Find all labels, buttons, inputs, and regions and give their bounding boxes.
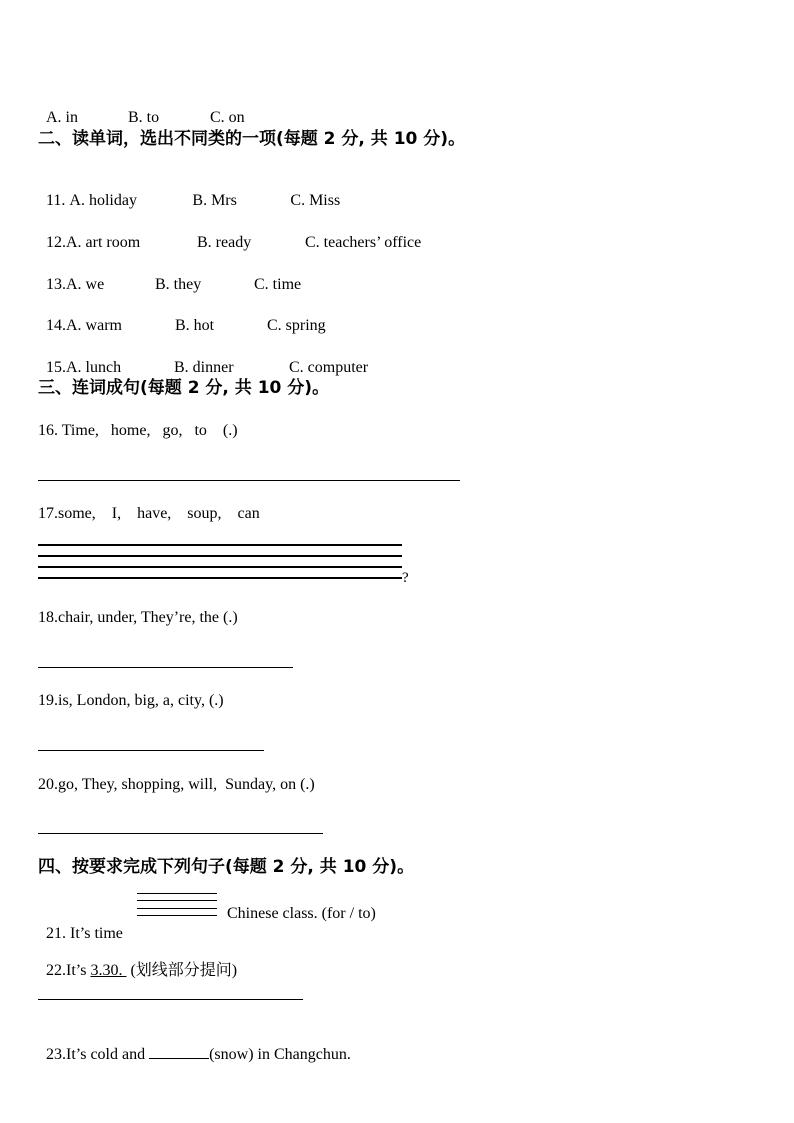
- option-b: B. hot: [175, 317, 215, 334]
- question-number: 12.: [46, 234, 66, 251]
- option-c: C. on: [210, 109, 245, 126]
- answer-line-18[interactable]: [38, 667, 293, 668]
- question-number: 14.: [46, 317, 66, 334]
- question-number: 13.: [46, 276, 66, 293]
- question-16: 16. Time, home, go, to (.): [38, 422, 238, 439]
- question-11: [38, 171, 340, 211]
- question-14: [38, 296, 326, 336]
- q23-text-before: 23.It’s cold and: [46, 1046, 150, 1063]
- q21-text-after: Chinese class. (for / to): [227, 905, 376, 922]
- option-a: A. art room: [66, 234, 141, 251]
- question-18: 18.chair, under, They’re, the (.): [38, 609, 238, 626]
- section-3-heading: 三、连词成句(每题 2 分, 共 10 分)。: [38, 378, 330, 398]
- question-19: 19.is, London, big, a, city, (.): [38, 692, 224, 709]
- q22-underlined-part: 3.30.: [90, 962, 127, 979]
- option-c: C. time: [254, 276, 302, 293]
- q21-blank-line-a[interactable]: [137, 893, 217, 894]
- q23-text-after: (snow) in Changchun.: [209, 1046, 351, 1063]
- option-a: A. lunch: [66, 359, 122, 376]
- section-2-heading: 二、读单词，选出不同类的一项(每题 2 分, 共 10 分)。: [38, 129, 466, 149]
- section-4-heading: 四、按要求完成下列句子(每题 2 分, 共 10 分)。: [38, 857, 415, 877]
- answer-line-22[interactable]: [38, 999, 303, 1000]
- option-b: B. Mrs: [192, 192, 237, 209]
- question-23: [38, 1024, 351, 1065]
- option-b: B. dinner: [174, 359, 234, 376]
- option-b: B. ready: [197, 234, 252, 251]
- q22-text-after: (划线部分提问): [126, 962, 238, 979]
- q10-options: [38, 88, 245, 128]
- option-a: A. in: [46, 109, 78, 126]
- answer-line-17c[interactable]: [38, 566, 402, 568]
- question-17: 17.some, I, have, soup, can: [38, 505, 260, 522]
- option-a: A. we: [66, 276, 105, 293]
- q21-blank-line-c[interactable]: [137, 908, 217, 909]
- question-13: [38, 255, 301, 295]
- option-c: C. teachers’ office: [305, 234, 422, 251]
- question-12: [38, 213, 421, 253]
- q21-text-before: 21. It’s time: [46, 925, 123, 942]
- question-15: [38, 338, 368, 378]
- answer-line-19[interactable]: [38, 750, 264, 751]
- option-b: B. to: [128, 109, 160, 126]
- option-a: A. warm: [66, 317, 122, 334]
- answer-line-20[interactable]: [38, 833, 323, 834]
- answer-line-17d[interactable]: [38, 577, 402, 579]
- answer-line-17b[interactable]: [38, 555, 402, 557]
- question-22: [38, 941, 237, 981]
- q21-blank-line-d[interactable]: [137, 915, 217, 916]
- option-c: C. computer: [289, 359, 369, 376]
- option-b: B. they: [155, 276, 202, 293]
- question-mark: ?: [402, 570, 409, 586]
- q22-text-before: 22.It’s: [46, 962, 91, 979]
- option-c: C. Miss: [290, 192, 341, 209]
- question-number: 15.: [46, 359, 66, 376]
- question-20: 20.go, They, shopping, will, Sunday, on (.): [38, 776, 315, 793]
- q23-blank[interactable]: [149, 1044, 209, 1059]
- question-number: 11.: [46, 192, 70, 209]
- answer-line-16[interactable]: [38, 480, 460, 481]
- option-a: A. holiday: [69, 192, 137, 209]
- q21-blank-line-b[interactable]: [137, 900, 217, 901]
- option-c: C. spring: [267, 317, 326, 334]
- answer-line-17a[interactable]: [38, 544, 402, 546]
- question-21: [38, 904, 123, 944]
